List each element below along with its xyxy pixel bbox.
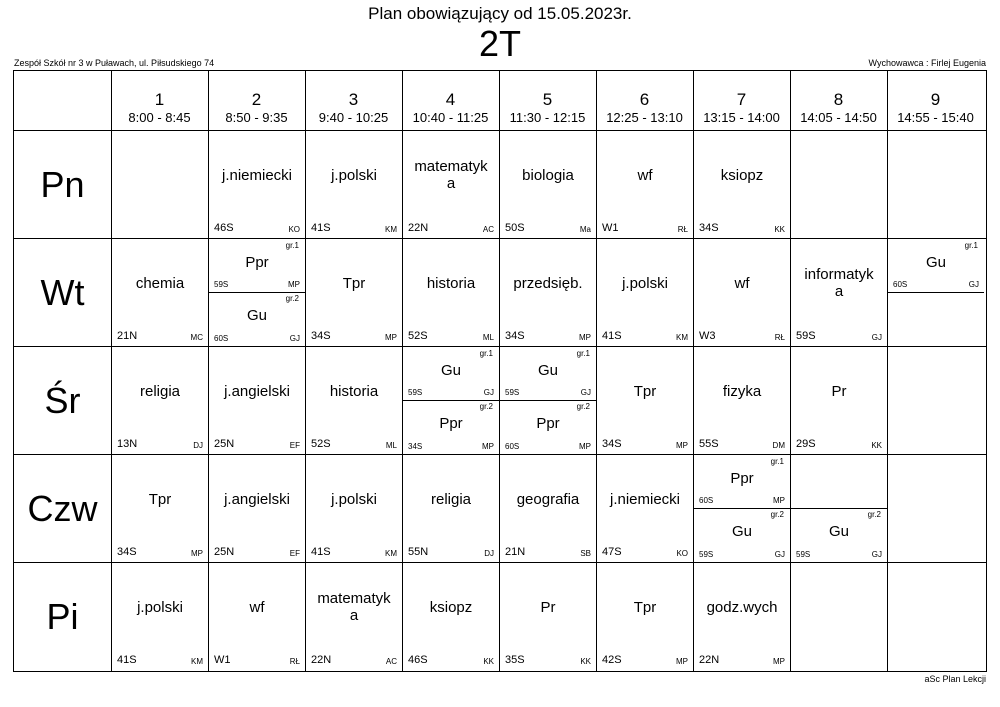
group-block	[500, 347, 596, 400]
lesson-subject: fizyka	[722, 383, 762, 400]
period-time: 13:15 - 14:00	[703, 110, 780, 125]
school-name: Zespół Szkół nr 3 w Puławach, ul. Piłsudskiego 74	[14, 58, 215, 68]
lesson-cell	[209, 131, 305, 238]
group-label: gr.2	[867, 510, 881, 519]
period-time: 8:00 - 8:45	[128, 110, 191, 125]
lesson-room: 22N	[699, 654, 720, 666]
lesson-teacher: MP	[385, 333, 397, 342]
period-time: 9:40 - 10:25	[318, 110, 389, 125]
lesson-teacher: GJ	[871, 333, 882, 342]
lesson-cell	[306, 455, 402, 562]
group-label: gr.2	[770, 510, 784, 519]
period-header	[596, 71, 693, 130]
lesson-teacher: RŁ	[677, 225, 688, 234]
lesson-room: 47S	[602, 546, 622, 558]
group-block	[694, 455, 790, 508]
lesson-room: 22N	[408, 222, 429, 234]
day-label: Wt	[40, 271, 85, 313]
page-title: Plan obowiązujący od 15.05.2023r.	[368, 4, 632, 23]
lesson-subject: religia	[430, 491, 472, 508]
lesson-cell	[112, 347, 208, 454]
group-label: gr.1	[964, 241, 978, 250]
lesson-subject: matematyk a	[414, 158, 488, 192]
period-time: 11:30 - 12:15	[509, 110, 586, 125]
lesson-cell	[791, 347, 887, 454]
lesson-teacher: Ma	[579, 225, 591, 234]
day-label: Pn	[40, 163, 85, 205]
lesson-subject: Tpr	[633, 599, 657, 616]
period-number: 8	[833, 90, 844, 109]
lesson-room: 34S	[117, 546, 137, 558]
lesson-cell	[209, 347, 305, 454]
lesson-teacher: KK	[580, 657, 591, 666]
period-header	[693, 71, 790, 130]
group-block	[403, 400, 499, 454]
group-room: 60S	[214, 334, 229, 343]
lesson-room: 46S	[214, 222, 234, 234]
lesson-room: W1	[214, 654, 231, 666]
lesson-subject: Pr	[831, 383, 847, 400]
lesson-room: 22N	[311, 654, 332, 666]
group-room: 60S	[893, 280, 908, 289]
lesson-subject: ksiopz	[720, 167, 764, 184]
group-subject: Ppr	[439, 415, 463, 432]
lesson-cell	[112, 563, 208, 670]
period-header	[790, 71, 887, 130]
lesson-cell	[597, 347, 693, 454]
lesson-teacher: RŁ	[289, 657, 300, 666]
lesson-room: 34S	[602, 438, 622, 450]
group-teacher: MP	[482, 442, 494, 451]
group-room: 59S	[505, 388, 520, 397]
period-time: 14:05 - 14:50	[800, 110, 877, 125]
grid-line	[887, 71, 888, 671]
lesson-subject: j.polski	[331, 491, 377, 508]
lesson-cell	[694, 131, 790, 238]
group-subject: Gu	[731, 523, 752, 540]
timetable-grid	[13, 70, 987, 672]
group-teacher: GJ	[774, 550, 785, 559]
group-teacher: MP	[773, 496, 785, 505]
lesson-subject: chemia	[135, 275, 185, 292]
lesson-teacher: MP	[191, 549, 203, 558]
group-block	[403, 347, 499, 400]
period-number: 3	[348, 90, 359, 109]
class-name: 2T	[478, 23, 521, 64]
group-subject: Gu	[537, 362, 558, 379]
group-teacher: GJ	[289, 334, 300, 343]
lesson-subject: ksiopz	[429, 599, 473, 616]
group-teacher: GJ	[580, 388, 591, 397]
group-subject: Gu	[440, 362, 461, 379]
lesson-cell	[694, 239, 790, 346]
lesson-room: 59S	[796, 330, 816, 342]
lesson-cell	[597, 239, 693, 346]
lesson-cell	[306, 347, 402, 454]
lesson-subject: Pr	[540, 599, 556, 616]
group-room: 59S	[214, 280, 229, 289]
lesson-teacher: KK	[774, 225, 785, 234]
lesson-cell	[209, 239, 305, 346]
period-time: 14:55 - 15:40	[897, 110, 974, 125]
lesson-room: 52S	[311, 438, 331, 450]
lesson-subject: Tpr	[148, 491, 172, 508]
lesson-cell	[306, 131, 402, 238]
lesson-teacher: MP	[579, 333, 591, 342]
lesson-cell	[694, 563, 790, 670]
lesson-room: 42S	[602, 654, 622, 666]
lesson-room: 34S	[699, 222, 719, 234]
group-subject: Ppr	[536, 415, 560, 432]
lesson-subject: wf	[637, 167, 653, 184]
lesson-cell	[403, 347, 499, 454]
group-block	[791, 508, 887, 562]
group-divider	[403, 400, 499, 401]
group-room: 59S	[408, 388, 423, 397]
lesson-room: 25N	[214, 438, 235, 450]
lesson-cell	[888, 239, 984, 346]
lesson-cell	[403, 239, 499, 346]
period-number: 7	[736, 90, 747, 109]
lesson-subject: wf	[734, 275, 750, 292]
group-block	[500, 400, 596, 454]
lesson-cell	[694, 347, 790, 454]
group-block	[694, 508, 790, 562]
lesson-room: 55N	[408, 546, 429, 558]
lesson-subject: j.niemiecki	[221, 167, 293, 184]
lesson-room: W3	[699, 330, 716, 342]
period-number: 4	[445, 90, 456, 109]
group-label: gr.1	[479, 349, 493, 358]
lesson-cell	[306, 239, 402, 346]
lesson-cell	[694, 455, 790, 562]
group-label: gr.1	[770, 457, 784, 466]
group-divider	[209, 292, 305, 293]
group-room: 60S	[505, 442, 520, 451]
lesson-room: 41S	[311, 546, 331, 558]
group-label: gr.1	[285, 241, 299, 250]
group-block	[209, 239, 305, 292]
lesson-subject: historia	[426, 275, 476, 292]
period-time: 10:40 - 11:25	[412, 110, 489, 125]
lesson-teacher: ML	[482, 333, 494, 342]
group-room: 60S	[699, 496, 714, 505]
lesson-room: 52S	[408, 330, 428, 342]
group-teacher: GJ	[871, 550, 882, 559]
group-label: gr.2	[576, 402, 590, 411]
lesson-teacher: KM	[385, 549, 397, 558]
group-divider	[888, 292, 984, 293]
lesson-teacher: KO	[288, 225, 300, 234]
lesson-cell	[209, 455, 305, 562]
lesson-subject: j.polski	[137, 599, 183, 616]
period-time: 8:50 - 9:35	[225, 110, 288, 125]
group-block	[791, 455, 887, 508]
period-time: 12:25 - 13:10	[606, 110, 683, 125]
lesson-room: 25N	[214, 546, 235, 558]
lesson-cell	[791, 455, 887, 562]
lesson-room: 29S	[796, 438, 816, 450]
group-block	[209, 292, 305, 346]
lesson-room: 35S	[505, 654, 525, 666]
lesson-subject: j.polski	[331, 167, 377, 184]
lesson-cell	[500, 455, 596, 562]
lesson-cell	[403, 455, 499, 562]
group-subject: Gu	[828, 523, 849, 540]
period-number: 2	[251, 90, 262, 109]
lesson-cell	[597, 563, 693, 670]
lesson-teacher: KO	[676, 549, 688, 558]
lesson-teacher: MC	[190, 333, 203, 342]
lesson-subject: matematyk a	[317, 590, 391, 624]
lesson-room: 13N	[117, 438, 138, 450]
lesson-teacher: AC	[482, 225, 494, 234]
lesson-room: 46S	[408, 654, 428, 666]
lesson-room: 34S	[311, 330, 331, 342]
lesson-teacher: AC	[385, 657, 397, 666]
day-label: Pi	[46, 595, 79, 637]
lesson-teacher: DJ	[484, 549, 494, 558]
day-label: Śr	[44, 379, 81, 421]
homeroom-teacher: Wychowawca : Firlej Eugenia	[868, 58, 986, 68]
lesson-cell	[209, 563, 305, 670]
period-number: 6	[639, 90, 650, 109]
period-number: 1	[154, 90, 165, 109]
footer-credit: aSc Plan Lekcji	[924, 674, 986, 684]
lesson-subject: przedsięb.	[513, 275, 583, 292]
group-teacher: MP	[288, 280, 300, 289]
group-divider	[500, 400, 596, 401]
lesson-teacher: EF	[289, 549, 300, 558]
lesson-subject: geografia	[516, 491, 580, 508]
lesson-teacher: RŁ	[774, 333, 785, 342]
lesson-subject: Tpr	[633, 383, 657, 400]
lesson-teacher: SB	[580, 549, 591, 558]
group-divider	[791, 508, 887, 509]
lesson-cell	[500, 131, 596, 238]
lesson-subject: j.angielski	[224, 491, 290, 508]
lesson-cell	[500, 239, 596, 346]
group-subject: Ppr	[245, 254, 269, 271]
period-header	[887, 71, 984, 130]
lesson-subject: j.polski	[622, 275, 668, 292]
group-room: 34S	[408, 442, 423, 451]
lesson-subject: religia	[139, 383, 181, 400]
group-subject: Gu	[925, 254, 946, 271]
lesson-teacher: KM	[191, 657, 203, 666]
group-label: gr.2	[479, 402, 493, 411]
lesson-room: 55S	[699, 438, 719, 450]
lesson-teacher: EF	[289, 441, 300, 450]
lesson-cell	[597, 131, 693, 238]
lesson-cell	[403, 131, 499, 238]
lesson-room: W1	[602, 222, 619, 234]
group-teacher: MP	[579, 442, 591, 451]
group-subject: Ppr	[730, 470, 754, 487]
lesson-teacher: ML	[385, 441, 397, 450]
group-block	[888, 239, 984, 292]
group-subject: Gu	[246, 307, 267, 324]
lesson-cell	[112, 239, 208, 346]
lesson-room: 21N	[117, 330, 138, 342]
lesson-cell	[112, 455, 208, 562]
lesson-cell	[500, 347, 596, 454]
lesson-room: 50S	[505, 222, 525, 234]
lesson-teacher: MP	[773, 657, 785, 666]
lesson-subject: j.angielski	[224, 383, 290, 400]
period-header	[499, 71, 596, 130]
lesson-teacher: KM	[385, 225, 397, 234]
lesson-subject: wf	[249, 599, 265, 616]
group-label: gr.2	[285, 294, 299, 303]
lesson-subject: historia	[329, 383, 379, 400]
group-room: 59S	[796, 550, 811, 559]
lesson-subject: informatyk a	[804, 266, 874, 300]
lesson-subject: biologia	[522, 167, 574, 184]
group-teacher: GJ	[968, 280, 979, 289]
lesson-teacher: KM	[676, 333, 688, 342]
lesson-teacher: MP	[676, 657, 688, 666]
lesson-room: 41S	[311, 222, 331, 234]
period-number: 9	[930, 90, 941, 109]
lesson-cell	[597, 455, 693, 562]
lesson-room: 41S	[602, 330, 622, 342]
lesson-teacher: DJ	[193, 441, 203, 450]
lesson-teacher: KK	[871, 441, 882, 450]
lesson-teacher: DM	[772, 441, 785, 450]
lesson-room: 41S	[117, 654, 137, 666]
period-header	[208, 71, 305, 130]
period-header	[305, 71, 402, 130]
lesson-cell	[306, 563, 402, 670]
lesson-room: 21N	[505, 546, 526, 558]
group-teacher: GJ	[483, 388, 494, 397]
group-divider	[694, 508, 790, 509]
group-room: 59S	[699, 550, 714, 559]
lesson-subject: j.niemiecki	[609, 491, 681, 508]
lesson-teacher: KK	[483, 657, 494, 666]
lesson-room: 34S	[505, 330, 525, 342]
lesson-cell	[791, 239, 887, 346]
period-header	[111, 71, 208, 130]
day-label: Czw	[27, 487, 98, 529]
period-number: 5	[542, 90, 553, 109]
lesson-teacher: MP	[676, 441, 688, 450]
lesson-cell	[500, 563, 596, 670]
period-header	[402, 71, 499, 130]
lesson-subject: godz.wych	[706, 599, 778, 616]
lesson-subject: Tpr	[342, 275, 366, 292]
group-label: gr.1	[576, 349, 590, 358]
lesson-cell	[403, 563, 499, 670]
